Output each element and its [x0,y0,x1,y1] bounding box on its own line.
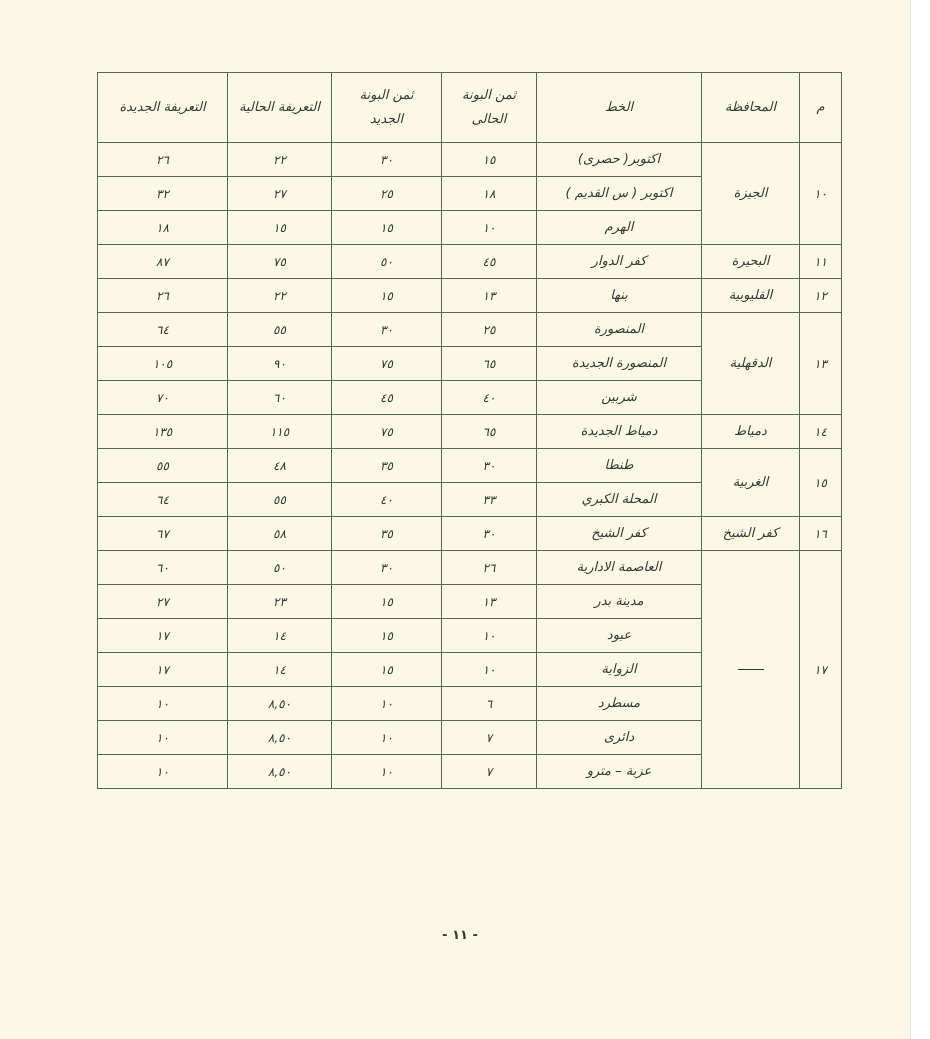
header-governorate: المحافظة [702,73,800,143]
row-current-fare: ١٥ [228,211,332,245]
row-new-ticket-price: ٣٠ [332,313,442,347]
row-current-ticket-price: ٦٥ [442,347,537,381]
row-index: ١٠ [800,143,842,245]
row-new-fare: ٢٦ [98,143,228,177]
row-new-ticket-price: ٧٥ [332,347,442,381]
row-current-ticket-price: ٤٠ [442,381,537,415]
header-route: الخط [537,73,702,143]
row-current-ticket-price: ١٠ [442,653,537,687]
row-current-ticket-price: ٣٣ [442,483,537,517]
row-current-fare: ٩٠ [228,347,332,381]
row-new-ticket-price: ١٠ [332,721,442,755]
row-route: المحلة الكبري [537,483,702,517]
row-route: دمياط الجديدة [537,415,702,449]
row-index: ١٧ [800,551,842,789]
row-governorate: الغربية [702,449,800,517]
row-new-ticket-price: ٣٥ [332,517,442,551]
row-route: دائرى [537,721,702,755]
row-route: اكتوبر( حصرى) [537,143,702,177]
row-new-ticket-price: ١٥ [332,619,442,653]
table-row [98,143,842,177]
row-current-fare: ١٤ [228,653,332,687]
row-current-ticket-price: ٦٥ [442,415,537,449]
row-route: مدينة بدر [537,585,702,619]
row-current-ticket-price: ١٣ [442,585,537,619]
row-current-ticket-price: ١٨ [442,177,537,211]
row-new-fare: ١٠ [98,687,228,721]
row-new-fare: ١٠ [98,755,228,789]
row-new-fare: ١٠٥ [98,347,228,381]
row-current-fare: ٢٢ [228,143,332,177]
row-new-ticket-price: ١٥ [332,585,442,619]
row-governorate: كفر الشيخ [702,517,800,551]
fare-table [97,72,842,789]
row-new-fare: ٥٥ [98,449,228,483]
row-governorate: الدقهلية [702,313,800,415]
row-current-fare: ٧٥ [228,245,332,279]
row-route: الهرم [537,211,702,245]
row-new-ticket-price: ٤٥ [332,381,442,415]
row-new-fare: ٦٤ [98,483,228,517]
row-new-ticket-price: ١٠ [332,687,442,721]
row-new-fare: ٣٢ [98,177,228,211]
row-new-ticket-price: ١٥ [332,211,442,245]
row-current-fare: ٥٠ [228,551,332,585]
row-current-fare: ٨,٥٠ [228,687,332,721]
row-governorate: القليوبية [702,279,800,313]
table-row [98,415,842,449]
row-route: اكتوبر ( س القديم ) [537,177,702,211]
row-current-ticket-price: ٢٦ [442,551,537,585]
row-new-ticket-price: ١٠ [332,755,442,789]
row-route: عزبة – مترو [537,755,702,789]
row-governorate-empty [702,551,800,789]
row-new-fare: ٨٧ [98,245,228,279]
row-current-fare: ٨,٥٠ [228,755,332,789]
row-current-ticket-price: ١٣ [442,279,537,313]
row-current-fare: ٢٢ [228,279,332,313]
row-current-fare: ٨,٥٠ [228,721,332,755]
table-row [98,449,842,483]
row-route: الزواية [537,653,702,687]
row-new-fare: ١٨ [98,211,228,245]
row-governorate: الجيزة [702,143,800,245]
header-new-fare: التعريفة الجديدة [98,73,228,143]
row-route: طنطا [537,449,702,483]
row-new-ticket-price: ١٥ [332,279,442,313]
row-index: ١٦ [800,517,842,551]
row-new-fare: ١٧ [98,619,228,653]
page-edge-strip [910,0,930,1039]
header-index: م [800,73,842,143]
page-number: - ١١ - [442,928,478,943]
row-new-ticket-price: ٥٠ [332,245,442,279]
row-new-ticket-price: ٢٥ [332,177,442,211]
dash-placeholder [738,669,764,670]
row-new-ticket-price: ٣٠ [332,143,442,177]
row-new-fare: ١٧ [98,653,228,687]
row-new-ticket-price: ٣٠ [332,551,442,585]
row-route: بنها [537,279,702,313]
header-current-ticket-price: ثمن البونة الحالى [442,73,537,143]
table-row [98,279,842,313]
row-current-ticket-price: ٢٥ [442,313,537,347]
row-governorate: دمياط [702,415,800,449]
row-current-ticket-price: ٣٠ [442,449,537,483]
row-index: ١١ [800,245,842,279]
row-new-fare: ١٠ [98,721,228,755]
row-index: ١٢ [800,279,842,313]
row-current-fare: ٤٨ [228,449,332,483]
row-governorate: البحيرة [702,245,800,279]
row-new-fare: ٦٤ [98,313,228,347]
row-current-fare: ٥٥ [228,313,332,347]
row-index: ١٤ [800,415,842,449]
row-index: ١٥ [800,449,842,517]
row-new-fare: ٦٧ [98,517,228,551]
table-row [98,517,842,551]
row-current-fare: ٥٥ [228,483,332,517]
row-current-fare: ١٤ [228,619,332,653]
row-new-fare: ٦٠ [98,551,228,585]
row-route: المنصورة الجديدة [537,347,702,381]
header-row [98,73,842,143]
row-current-fare: ٥٨ [228,517,332,551]
table-row [98,245,842,279]
row-route: كفر الدوار [537,245,702,279]
row-new-fare: ١٣٥ [98,415,228,449]
header-current-fare: التعريفة الحالية [228,73,332,143]
table-row [98,551,842,585]
row-current-fare: ٦٠ [228,381,332,415]
row-route: المنصورة [537,313,702,347]
row-new-fare: ٢٦ [98,279,228,313]
row-route: العاصمة الادارية [537,551,702,585]
header-new-ticket-price: ثمن البونة الجديد [332,73,442,143]
row-new-ticket-price: ٣٥ [332,449,442,483]
row-new-fare: ٢٧ [98,585,228,619]
row-current-ticket-price: ٧ [442,755,537,789]
row-current-ticket-price: ٣٠ [442,517,537,551]
row-index: ١٣ [800,313,842,415]
row-new-ticket-price: ٤٠ [332,483,442,517]
row-current-ticket-price: ٦ [442,687,537,721]
row-current-ticket-price: ١٠ [442,211,537,245]
row-current-ticket-price: ٤٥ [442,245,537,279]
row-current-ticket-price: ١٠ [442,619,537,653]
row-route: عبود [537,619,702,653]
row-new-ticket-price: ١٥ [332,653,442,687]
row-route: شربين [537,381,702,415]
row-new-fare: ٧٠ [98,381,228,415]
row-current-ticket-price: ١٥ [442,143,537,177]
row-route: كفر الشيخ [537,517,702,551]
row-current-fare: ٢٧ [228,177,332,211]
row-route: مسطرد [537,687,702,721]
row-new-ticket-price: ٧٥ [332,415,442,449]
table-row [98,313,842,347]
row-current-fare: ٢٣ [228,585,332,619]
row-current-fare: ١١٥ [228,415,332,449]
row-current-ticket-price: ٧ [442,721,537,755]
